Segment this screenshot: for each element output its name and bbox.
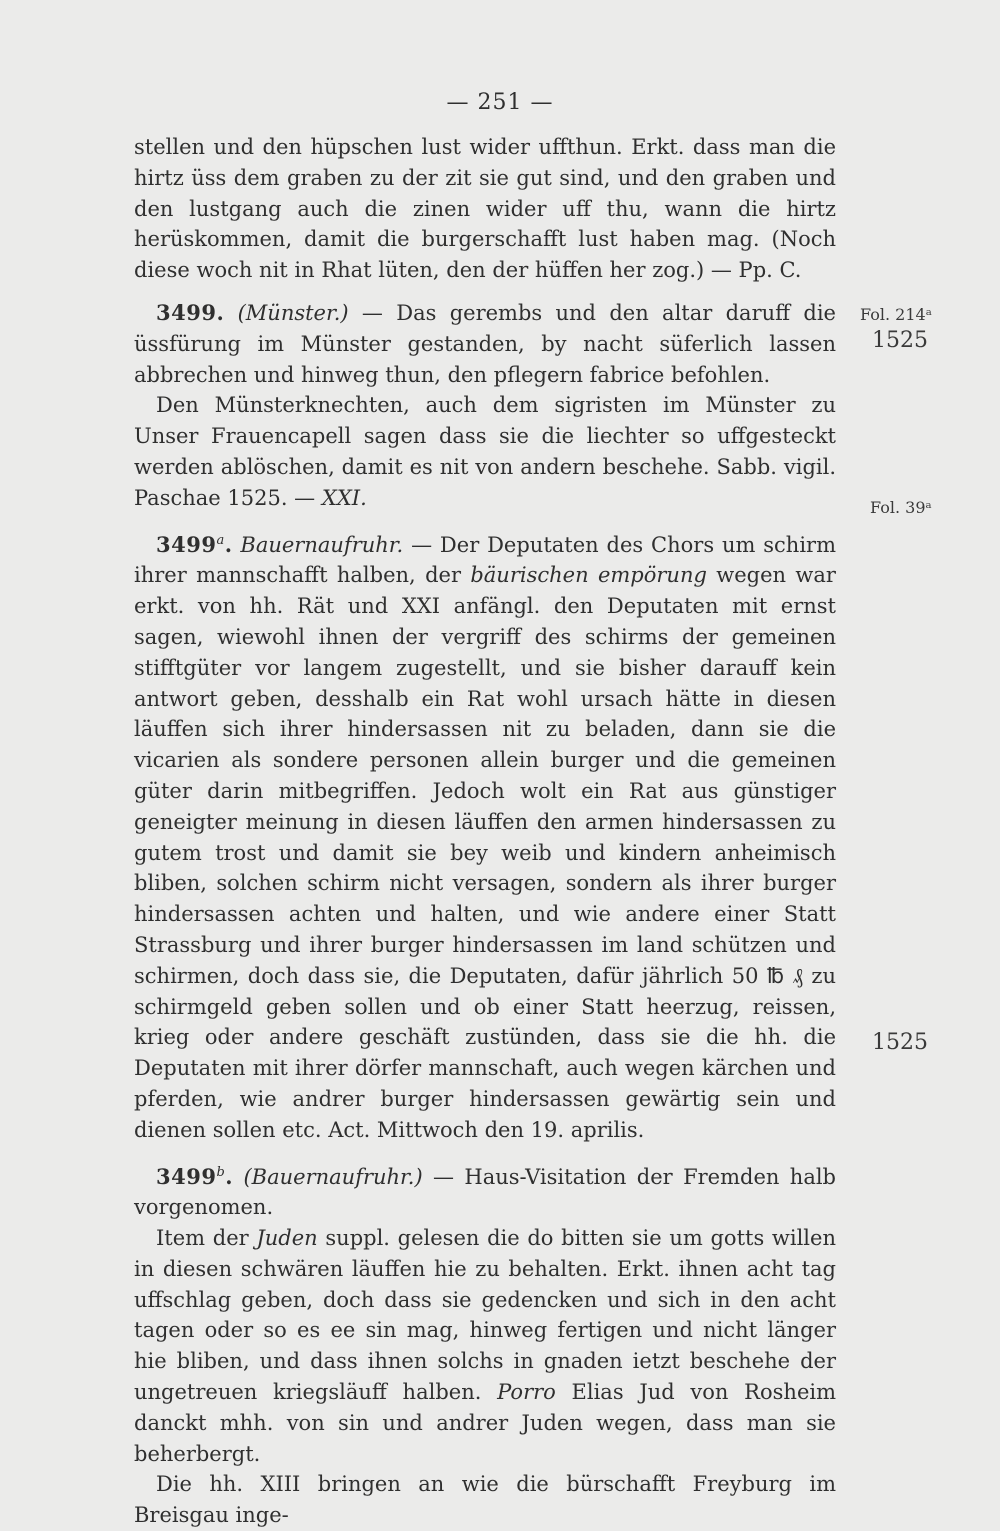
page-number: — 251 —	[446, 90, 554, 115]
entry-number-dot: .	[224, 531, 233, 557]
entry-3499b	[134, 1158, 836, 1224]
entry-number-main: 3499	[156, 531, 217, 557]
entry-number-dot: .	[225, 1163, 234, 1189]
paragraph-text-body: suppl. gelesen die do bitten sie um gotts willen in diesen schwären läuffen hie zu behalten. Erkt. ihnen acht tag uffschlag geben, doch dass sie gedencken und sich in den acht tagen oder so es ee sin mag, hinweg fertigen und nicht länger hie bliben, und dass ihnen solchs in gnaden ietzt beschehe der ungetreuen kriegsläuff halben.	[134, 1226, 836, 1405]
paragraph-text-lead: Item der	[156, 1226, 249, 1251]
entry-reference: XXI.	[321, 485, 367, 510]
entry-3499	[134, 298, 836, 390]
entry-number: 3499.	[156, 299, 225, 325]
entry-number-suffix: a	[216, 532, 225, 548]
paragraph-continuation: stellen und den hüpschen lust wider uffthun. Erkt. dass man die hirtz üss dem graben zu der zit sie gut sind, und den graben und den lustgang auch die zinen wider uff thu, wann die hirtz herüskommen, damit die burgerschafft lust haben mag. (Noch diese woch nit in Rhat lüten, den der hüffen her zog.) — Pp. C.	[134, 135, 836, 283]
entry-number-suffix: b	[216, 1164, 226, 1180]
entry-text-part2: wegen war erkt. von hh. Rät und XXI anfängl. den Deputaten mit ernst sagen, wiewohl ihnen der vergriff des schirms der gemeinen stifftgüter vor langem zugestellt, und sie bisher darauff kein antwort geben, desshalb ein Rat wohl ursach hätte in diesen läuffen sich ihrer hindersassen nit zu beladen, dann sie die vicarien als sondere personen allein burger und die gemeinen güter darin mitbegriffen. Jedoch wolt ein Rat aus günstiger geneigter meinung in diesen läuffen den armen hindersassen zu gutem trost und damit sie bey weib und kindern anheimisch bliben, solchen schirm nicht versagen, sondern als ihrer burger hindersassen achten und halten, und wie andere einer Statt Strassburg und ihrer burger hindersassen im land schützen und schirmen, doch dass sie, die Deputaten, dafür jährlich 50 ℔ ₰ zu schirmgeld geben sollen und ob einer Statt heerzug, reissen, krieg oder andere geschäft zustünden, dass sie die hh. die Deputaten mit ihrer dörfer mannschaft, auch wegen kärchen und pferden, wie andrer burger hindersassen gewärtig sein und dienen sollen etc. Act. Mittwoch den 19. aprilis.	[134, 563, 836, 1142]
entry-text-part1: — Der Deputaten des Chors um schirm ihrer mannschafft halben, der	[134, 532, 836, 588]
margin-folio-39: Fol. 39ᵃ	[870, 498, 932, 517]
inline-term-juden: Juden	[256, 1226, 318, 1251]
paragraph-muensterknechten	[134, 390, 836, 513]
paragraph-text: Den Münsterknechten, auch dem sigristen im Münster zu Unser Frauencapell sagen dass sie die liechter so uffgesteckt werden ablöschen, damit es nit von andern beschehe. Sabb. vigil. Paschae 1525. —	[134, 393, 836, 510]
paragraph-juden	[134, 1223, 836, 1469]
main-text-column	[134, 132, 836, 1531]
margin-year-1525-first: 1525	[872, 328, 928, 353]
entry-topic: (Bauernaufruhr.)	[243, 1164, 423, 1189]
entry-text: — Haus-Visitation der Fremden halb vorgenomen.	[134, 1164, 837, 1220]
margin-year-1525-second: 1525	[872, 1030, 928, 1055]
entry-3499a	[134, 526, 836, 1146]
paragraph-text-tail: Elias Jud von Rosheim danckt mhh. von sin und andrer Juden wegen, dass man sie beherbergt.	[134, 1380, 836, 1466]
margin-folio-214: Fol. 214ᵃ	[860, 305, 932, 324]
entry-text: — Das gerembs und den altar daruff die üssfürung im Münster gestanden, by nacht süferlich lassen abbrechen und hinweg thun, den pflegern fabrice befohlen.	[134, 300, 836, 387]
inline-term-porro: Porro	[497, 1380, 556, 1405]
entry-topic: Bauernaufruhr.	[240, 532, 404, 557]
entry-number	[156, 532, 233, 557]
entry-number	[156, 1164, 233, 1189]
entry-place: (Münster.)	[237, 300, 349, 325]
entry-emphasis: bäurischen empörung	[470, 563, 707, 588]
paragraph-freyburg: Die hh. XIII bringen an wie die bürschafft Freyburg im Breisgau inge-	[134, 1472, 836, 1528]
entry-number-main: 3499	[156, 1163, 217, 1189]
